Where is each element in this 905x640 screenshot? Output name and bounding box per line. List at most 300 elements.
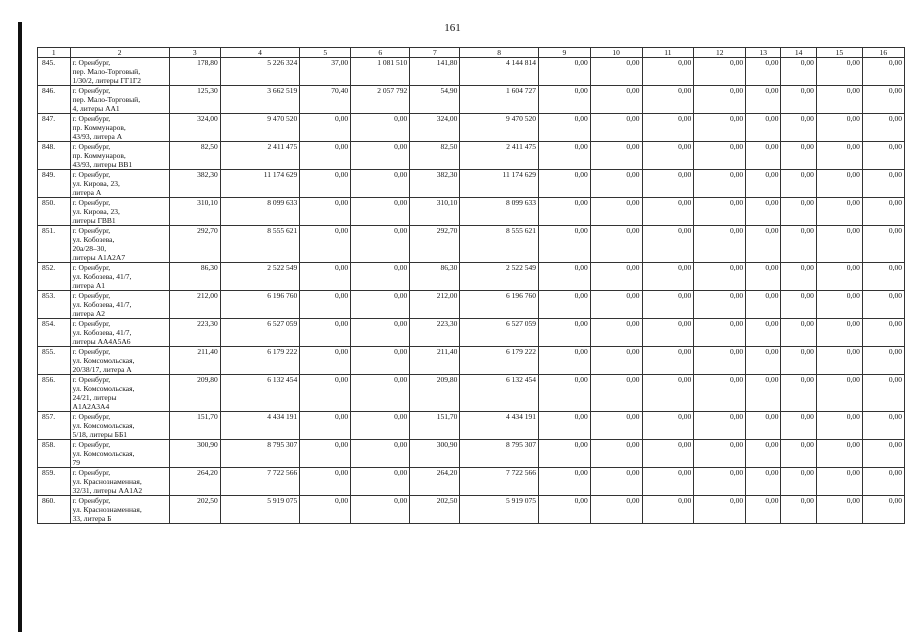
row-number: 859. bbox=[38, 468, 71, 496]
value-cell-col-14: 0,00 bbox=[781, 263, 816, 291]
value-cell-col-5: 0,00 bbox=[300, 291, 351, 319]
value-cell-col-14: 0,00 bbox=[781, 440, 816, 468]
column-header-1: 1 bbox=[38, 48, 71, 58]
value-cell-col-7: 310,10 bbox=[410, 198, 460, 226]
address-line: г. Оренбург, bbox=[72, 291, 111, 300]
address-cell bbox=[70, 319, 169, 347]
value-cell-col-16: 0,00 bbox=[862, 170, 904, 198]
address-cell bbox=[70, 412, 169, 440]
value-cell-col-6: 0,00 bbox=[351, 263, 410, 291]
row-number: 848. bbox=[38, 142, 71, 170]
column-header-4: 4 bbox=[220, 48, 300, 58]
value-cell-col-12: 0,00 bbox=[694, 347, 746, 375]
value-cell-col-11: 0,00 bbox=[642, 347, 694, 375]
value-cell-col-12: 0,00 bbox=[694, 375, 746, 412]
value-cell-col-14: 0,00 bbox=[781, 226, 816, 263]
value-cell-col-5: 0,00 bbox=[300, 170, 351, 198]
value-cell-col-3: 211,40 bbox=[169, 347, 220, 375]
column-header-10: 10 bbox=[590, 48, 642, 58]
address-line: 79 bbox=[72, 458, 81, 467]
value-cell-col-6: 0,00 bbox=[351, 170, 410, 198]
value-cell-col-16: 0,00 bbox=[862, 440, 904, 468]
value-cell-col-6: 0,00 bbox=[351, 347, 410, 375]
value-cell-col-7: 82,50 bbox=[410, 142, 460, 170]
value-cell-col-14: 0,00 bbox=[781, 319, 816, 347]
value-cell-col-5: 0,00 bbox=[300, 263, 351, 291]
value-cell-col-9: 0,00 bbox=[538, 198, 590, 226]
value-cell-col-16: 0,00 bbox=[862, 58, 904, 86]
value-cell-col-16: 0,00 bbox=[862, 263, 904, 291]
value-cell-col-4: 8 555 621 bbox=[220, 226, 300, 263]
value-cell-col-5: 0,00 bbox=[300, 347, 351, 375]
table-row bbox=[38, 412, 905, 440]
table-row bbox=[38, 198, 905, 226]
value-cell-col-8: 1 604 727 bbox=[460, 86, 539, 114]
table-row bbox=[38, 347, 905, 375]
value-cell-col-4: 6 132 454 bbox=[220, 375, 300, 412]
row-number: 851. bbox=[38, 226, 71, 263]
value-cell-col-6: 0,00 bbox=[351, 412, 410, 440]
value-cell-col-16: 0,00 bbox=[862, 347, 904, 375]
value-cell-col-10: 0,00 bbox=[590, 468, 642, 496]
value-cell-col-9: 0,00 bbox=[538, 170, 590, 198]
value-cell-col-6: 0,00 bbox=[351, 226, 410, 263]
value-cell-col-5: 0,00 bbox=[300, 496, 351, 524]
address-cell bbox=[70, 440, 169, 468]
value-cell-col-10: 0,00 bbox=[590, 86, 642, 114]
value-cell-col-3: 264,20 bbox=[169, 468, 220, 496]
value-cell-col-11: 0,00 bbox=[642, 114, 694, 142]
address-line: 20/38/17, литера А bbox=[72, 365, 132, 374]
address-line: ул. Комсомольская, bbox=[72, 421, 135, 430]
value-cell-col-6: 0,00 bbox=[351, 142, 410, 170]
table-row bbox=[38, 114, 905, 142]
address-line: ул. Кобозева, 41/7, bbox=[72, 300, 132, 309]
table-row bbox=[38, 496, 905, 524]
column-header-15: 15 bbox=[816, 48, 862, 58]
value-cell-col-14: 0,00 bbox=[781, 496, 816, 524]
value-cell-col-12: 0,00 bbox=[694, 319, 746, 347]
table-row bbox=[38, 170, 905, 198]
value-cell-col-10: 0,00 bbox=[590, 170, 642, 198]
value-cell-col-15: 0,00 bbox=[816, 170, 862, 198]
value-cell-col-6: 0,00 bbox=[351, 496, 410, 524]
table-row bbox=[38, 226, 905, 263]
value-cell-col-3: 223,30 bbox=[169, 319, 220, 347]
address-line: ул. Кирова, 23, bbox=[72, 179, 120, 188]
address-line: г. Оренбург, bbox=[72, 496, 111, 505]
address-line: пр. Коммунаров, bbox=[72, 151, 126, 160]
value-cell-col-10: 0,00 bbox=[590, 375, 642, 412]
value-cell-col-11: 0,00 bbox=[642, 58, 694, 86]
value-cell-col-15: 0,00 bbox=[816, 291, 862, 319]
value-cell-col-5: 0,00 bbox=[300, 412, 351, 440]
address-line: ул. Комсомольская, bbox=[72, 384, 135, 393]
value-cell-col-8: 6 196 760 bbox=[460, 291, 539, 319]
value-cell-col-11: 0,00 bbox=[642, 198, 694, 226]
address-line: литера А1 bbox=[72, 281, 106, 290]
value-cell-col-7: 202,50 bbox=[410, 496, 460, 524]
address-line: ул. Комсомольская, bbox=[72, 449, 135, 458]
value-cell-col-11: 0,00 bbox=[642, 263, 694, 291]
value-cell-col-16: 0,00 bbox=[862, 291, 904, 319]
address-line: г. Оренбург, bbox=[72, 170, 111, 179]
address-line: 20а/28–30, bbox=[72, 244, 107, 253]
address-line: г. Оренбург, bbox=[72, 347, 111, 356]
value-cell-col-6: 0,00 bbox=[351, 291, 410, 319]
value-cell-col-12: 0,00 bbox=[694, 198, 746, 226]
value-cell-col-6: 0,00 bbox=[351, 319, 410, 347]
value-cell-col-12: 0,00 bbox=[694, 142, 746, 170]
value-cell-col-16: 0,00 bbox=[862, 468, 904, 496]
column-header-9: 9 bbox=[538, 48, 590, 58]
row-number: 857. bbox=[38, 412, 71, 440]
value-cell-col-13: 0,00 bbox=[746, 375, 781, 412]
value-cell-col-3: 212,00 bbox=[169, 291, 220, 319]
address-line: ул. Кобозева, 41/7, bbox=[72, 272, 132, 281]
value-cell-col-13: 0,00 bbox=[746, 440, 781, 468]
value-cell-col-10: 0,00 bbox=[590, 347, 642, 375]
value-cell-col-9: 0,00 bbox=[538, 375, 590, 412]
value-cell-col-10: 0,00 bbox=[590, 412, 642, 440]
value-cell-col-4: 2 522 549 bbox=[220, 263, 300, 291]
value-cell-col-3: 324,00 bbox=[169, 114, 220, 142]
value-cell-col-8: 9 470 520 bbox=[460, 114, 539, 142]
table-row bbox=[38, 58, 905, 86]
value-cell-col-14: 0,00 bbox=[781, 170, 816, 198]
row-number: 849. bbox=[38, 170, 71, 198]
value-cell-col-10: 0,00 bbox=[590, 58, 642, 86]
value-cell-col-8: 2 522 549 bbox=[460, 263, 539, 291]
address-cell bbox=[70, 347, 169, 375]
value-cell-col-14: 0,00 bbox=[781, 114, 816, 142]
value-cell-col-8: 4 144 814 bbox=[460, 58, 539, 86]
value-cell-col-9: 0,00 bbox=[538, 412, 590, 440]
value-cell-col-4: 2 411 475 bbox=[220, 142, 300, 170]
value-cell-col-10: 0,00 bbox=[590, 319, 642, 347]
address-line: литеры АА4А5А6 bbox=[72, 337, 131, 346]
value-cell-col-9: 0,00 bbox=[538, 319, 590, 347]
column-header-5: 5 bbox=[300, 48, 351, 58]
value-cell-col-9: 0,00 bbox=[538, 58, 590, 86]
value-cell-col-15: 0,00 bbox=[816, 142, 862, 170]
value-cell-col-5: 0,00 bbox=[300, 142, 351, 170]
value-cell-col-3: 178,80 bbox=[169, 58, 220, 86]
address-line: 33, литера Б bbox=[72, 514, 112, 523]
value-cell-col-9: 0,00 bbox=[538, 440, 590, 468]
value-cell-col-14: 0,00 bbox=[781, 291, 816, 319]
value-cell-col-8: 8 555 621 bbox=[460, 226, 539, 263]
value-cell-col-4: 4 434 191 bbox=[220, 412, 300, 440]
value-cell-col-15: 0,00 bbox=[816, 347, 862, 375]
address-line: ул. Кирова, 23, bbox=[72, 207, 120, 216]
value-cell-col-9: 0,00 bbox=[538, 291, 590, 319]
value-cell-col-7: 292,70 bbox=[410, 226, 460, 263]
value-cell-col-3: 300,90 bbox=[169, 440, 220, 468]
address-cell bbox=[70, 496, 169, 524]
row-number: 856. bbox=[38, 375, 71, 412]
value-cell-col-15: 0,00 bbox=[816, 226, 862, 263]
value-cell-col-3: 310,10 bbox=[169, 198, 220, 226]
value-cell-col-5: 0,00 bbox=[300, 226, 351, 263]
value-cell-col-8: 7 722 566 bbox=[460, 468, 539, 496]
value-cell-col-7: 212,00 bbox=[410, 291, 460, 319]
row-number: 846. bbox=[38, 86, 71, 114]
value-cell-col-16: 0,00 bbox=[862, 142, 904, 170]
address-line: А1А2А3А4 bbox=[72, 402, 110, 411]
address-line: 5/18, литеры ББ1 bbox=[72, 430, 128, 439]
row-number: 854. bbox=[38, 319, 71, 347]
value-cell-col-16: 0,00 bbox=[862, 198, 904, 226]
value-cell-col-3: 292,70 bbox=[169, 226, 220, 263]
value-cell-col-4: 5 226 324 bbox=[220, 58, 300, 86]
value-cell-col-16: 0,00 bbox=[862, 319, 904, 347]
table-row bbox=[38, 86, 905, 114]
value-cell-col-6: 1 081 510 bbox=[351, 58, 410, 86]
address-cell bbox=[70, 375, 169, 412]
value-cell-col-9: 0,00 bbox=[538, 86, 590, 114]
address-line: ул. Кобозева, bbox=[72, 235, 115, 244]
value-cell-col-13: 0,00 bbox=[746, 198, 781, 226]
value-cell-col-3: 209,80 bbox=[169, 375, 220, 412]
row-number: 858. bbox=[38, 440, 71, 468]
value-cell-col-7: 211,40 bbox=[410, 347, 460, 375]
value-cell-col-15: 0,00 bbox=[816, 375, 862, 412]
value-cell-col-9: 0,00 bbox=[538, 114, 590, 142]
value-cell-col-14: 0,00 bbox=[781, 58, 816, 86]
value-cell-col-6: 2 057 792 bbox=[351, 86, 410, 114]
value-cell-col-4: 3 662 519 bbox=[220, 86, 300, 114]
value-cell-col-7: 209,80 bbox=[410, 375, 460, 412]
value-cell-col-5: 0,00 bbox=[300, 319, 351, 347]
value-cell-col-11: 0,00 bbox=[642, 412, 694, 440]
column-header-2: 2 bbox=[70, 48, 169, 58]
value-cell-col-6: 0,00 bbox=[351, 198, 410, 226]
value-cell-col-4: 11 174 629 bbox=[220, 170, 300, 198]
value-cell-col-13: 0,00 bbox=[746, 496, 781, 524]
value-cell-col-15: 0,00 bbox=[816, 114, 862, 142]
address-cell bbox=[70, 198, 169, 226]
value-cell-col-8: 4 434 191 bbox=[460, 412, 539, 440]
value-cell-col-11: 0,00 bbox=[642, 142, 694, 170]
value-cell-col-14: 0,00 bbox=[781, 86, 816, 114]
value-cell-col-14: 0,00 bbox=[781, 468, 816, 496]
value-cell-col-15: 0,00 bbox=[816, 440, 862, 468]
address-line: литера А2 bbox=[72, 309, 106, 318]
value-cell-col-7: 151,70 bbox=[410, 412, 460, 440]
address-line: г. Оренбург, bbox=[72, 226, 111, 235]
address-cell bbox=[70, 58, 169, 86]
value-cell-col-14: 0,00 bbox=[781, 375, 816, 412]
value-cell-col-16: 0,00 bbox=[862, 226, 904, 263]
column-header-6: 6 bbox=[351, 48, 410, 58]
value-cell-col-3: 86,30 bbox=[169, 263, 220, 291]
value-cell-col-10: 0,00 bbox=[590, 226, 642, 263]
value-cell-col-7: 141,80 bbox=[410, 58, 460, 86]
value-cell-col-7: 223,30 bbox=[410, 319, 460, 347]
column-header-14: 14 bbox=[781, 48, 816, 58]
row-number: 852. bbox=[38, 263, 71, 291]
row-number: 860. bbox=[38, 496, 71, 524]
value-cell-col-10: 0,00 bbox=[590, 114, 642, 142]
value-cell-col-12: 0,00 bbox=[694, 86, 746, 114]
address-line: 1/30/2, литеры ГГ1Г2 bbox=[72, 76, 141, 85]
value-cell-col-16: 0,00 bbox=[862, 86, 904, 114]
column-header-7: 7 bbox=[410, 48, 460, 58]
value-cell-col-7: 86,30 bbox=[410, 263, 460, 291]
value-cell-col-13: 0,00 bbox=[746, 412, 781, 440]
value-cell-col-15: 0,00 bbox=[816, 58, 862, 86]
address-line: г. Оренбург, bbox=[72, 468, 111, 477]
value-cell-col-4: 7 722 566 bbox=[220, 468, 300, 496]
value-cell-col-14: 0,00 bbox=[781, 142, 816, 170]
value-cell-col-9: 0,00 bbox=[538, 468, 590, 496]
value-cell-col-15: 0,00 bbox=[816, 468, 862, 496]
value-cell-col-3: 125,30 bbox=[169, 86, 220, 114]
table-row bbox=[38, 291, 905, 319]
value-cell-col-8: 6 179 222 bbox=[460, 347, 539, 375]
page-number: 161 bbox=[444, 22, 461, 34]
value-cell-col-10: 0,00 bbox=[590, 496, 642, 524]
address-line: г. Оренбург, bbox=[72, 86, 111, 95]
address-line: г. Оренбург, bbox=[72, 319, 111, 328]
value-cell-col-5: 0,00 bbox=[300, 198, 351, 226]
address-cell bbox=[70, 468, 169, 496]
value-cell-col-3: 382,30 bbox=[169, 170, 220, 198]
value-cell-col-10: 0,00 bbox=[590, 198, 642, 226]
address-line: г. Оренбург, bbox=[72, 263, 111, 272]
value-cell-col-11: 0,00 bbox=[642, 226, 694, 263]
row-number: 847. bbox=[38, 114, 71, 142]
table-row bbox=[38, 263, 905, 291]
address-line: литеры А1А2А7 bbox=[72, 253, 126, 262]
value-cell-col-11: 0,00 bbox=[642, 375, 694, 412]
value-cell-col-7: 264,20 bbox=[410, 468, 460, 496]
row-number: 845. bbox=[38, 58, 71, 86]
value-cell-col-15: 0,00 bbox=[816, 412, 862, 440]
value-cell-col-11: 0,00 bbox=[642, 319, 694, 347]
value-cell-col-13: 0,00 bbox=[746, 263, 781, 291]
address-line: г. Оренбург, bbox=[72, 114, 111, 123]
address-line: г. Оренбург, bbox=[72, 142, 111, 151]
address-cell bbox=[70, 170, 169, 198]
address-line: пр. Коммунаров, bbox=[72, 123, 126, 132]
address-line: 32/31, литеры АА1А2 bbox=[72, 486, 143, 495]
value-cell-col-9: 0,00 bbox=[538, 347, 590, 375]
table-row bbox=[38, 468, 905, 496]
value-cell-col-5: 37,00 bbox=[300, 58, 351, 86]
value-cell-col-11: 0,00 bbox=[642, 291, 694, 319]
value-cell-col-11: 0,00 bbox=[642, 86, 694, 114]
value-cell-col-14: 0,00 bbox=[781, 412, 816, 440]
value-cell-col-13: 0,00 bbox=[746, 347, 781, 375]
value-cell-col-16: 0,00 bbox=[862, 496, 904, 524]
value-cell-col-8: 6 527 059 bbox=[460, 319, 539, 347]
column-header-8: 8 bbox=[460, 48, 539, 58]
value-cell-col-9: 0,00 bbox=[538, 142, 590, 170]
value-cell-col-11: 0,00 bbox=[642, 468, 694, 496]
value-cell-col-7: 324,00 bbox=[410, 114, 460, 142]
value-cell-col-12: 0,00 bbox=[694, 440, 746, 468]
address-line: ул. Краснознаменная, bbox=[72, 505, 142, 514]
value-cell-col-13: 0,00 bbox=[746, 319, 781, 347]
value-cell-col-13: 0,00 bbox=[746, 142, 781, 170]
row-number: 855. bbox=[38, 347, 71, 375]
row-number: 850. bbox=[38, 198, 71, 226]
address-line: ул. Краснознаменная, bbox=[72, 477, 142, 486]
value-cell-col-11: 0,00 bbox=[642, 170, 694, 198]
value-cell-col-14: 0,00 bbox=[781, 198, 816, 226]
value-cell-col-13: 0,00 bbox=[746, 58, 781, 86]
value-cell-col-12: 0,00 bbox=[694, 114, 746, 142]
value-cell-col-12: 0,00 bbox=[694, 291, 746, 319]
address-line: 4, литеры АА1 bbox=[72, 104, 120, 113]
value-cell-col-12: 0,00 bbox=[694, 263, 746, 291]
value-cell-col-12: 0,00 bbox=[694, 412, 746, 440]
address-cell bbox=[70, 291, 169, 319]
value-cell-col-5: 0,00 bbox=[300, 375, 351, 412]
value-cell-col-16: 0,00 bbox=[862, 375, 904, 412]
column-header-13: 13 bbox=[746, 48, 781, 58]
value-cell-col-9: 0,00 bbox=[538, 263, 590, 291]
value-cell-col-7: 54,90 bbox=[410, 86, 460, 114]
value-cell-col-15: 0,00 bbox=[816, 198, 862, 226]
value-cell-col-5: 0,00 bbox=[300, 468, 351, 496]
value-cell-col-5: 0,00 bbox=[300, 114, 351, 142]
address-cell bbox=[70, 263, 169, 291]
value-cell-col-8: 2 411 475 bbox=[460, 142, 539, 170]
value-cell-col-15: 0,00 bbox=[816, 496, 862, 524]
value-cell-col-16: 0,00 bbox=[862, 412, 904, 440]
value-cell-col-11: 0,00 bbox=[642, 440, 694, 468]
address-line: 24/21, литеры bbox=[72, 393, 117, 402]
column-header-12: 12 bbox=[694, 48, 746, 58]
table-row bbox=[38, 375, 905, 412]
address-line: 43/93, литеры ВВ1 bbox=[72, 160, 133, 169]
value-cell-col-12: 0,00 bbox=[694, 58, 746, 86]
value-cell-col-8: 5 919 075 bbox=[460, 496, 539, 524]
value-cell-col-4: 6 196 760 bbox=[220, 291, 300, 319]
value-cell-col-7: 300,90 bbox=[410, 440, 460, 468]
value-cell-col-4: 8 099 633 bbox=[220, 198, 300, 226]
value-cell-col-9: 0,00 bbox=[538, 226, 590, 263]
value-cell-col-10: 0,00 bbox=[590, 263, 642, 291]
value-cell-col-10: 0,00 bbox=[590, 291, 642, 319]
value-cell-col-15: 0,00 bbox=[816, 263, 862, 291]
value-cell-col-14: 0,00 bbox=[781, 347, 816, 375]
table-row bbox=[38, 142, 905, 170]
column-header-16: 16 bbox=[862, 48, 904, 58]
table-row bbox=[38, 440, 905, 468]
column-header-3: 3 bbox=[169, 48, 220, 58]
address-cell bbox=[70, 114, 169, 142]
address-line: г. Оренбург, bbox=[72, 412, 111, 421]
value-cell-col-6: 0,00 bbox=[351, 440, 410, 468]
address-line: литера А bbox=[72, 188, 102, 197]
value-cell-col-13: 0,00 bbox=[746, 114, 781, 142]
value-cell-col-5: 70,40 bbox=[300, 86, 351, 114]
address-line: литеры ГВВ1 bbox=[72, 216, 116, 225]
value-cell-col-8: 11 174 629 bbox=[460, 170, 539, 198]
address-line: ул. Кобозева, 41/7, bbox=[72, 328, 132, 337]
register-table bbox=[37, 47, 905, 524]
page-edge-bar bbox=[18, 22, 22, 632]
address-line: пер. Мало-Торговый, bbox=[72, 95, 141, 104]
address-line: пер. Мало-Торговый, bbox=[72, 67, 141, 76]
value-cell-col-10: 0,00 bbox=[590, 440, 642, 468]
value-cell-col-12: 0,00 bbox=[694, 468, 746, 496]
value-cell-col-9: 0,00 bbox=[538, 496, 590, 524]
